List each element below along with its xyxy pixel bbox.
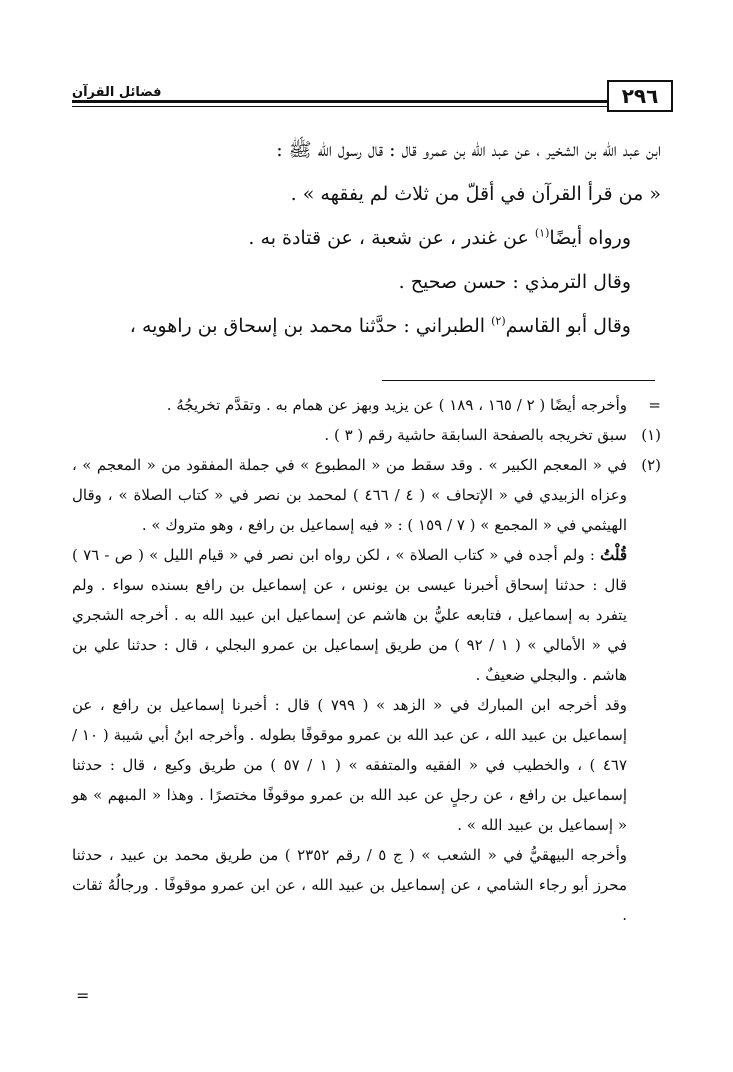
para2-rest: عن غندر ، عن شعبة ، عن قتادة به . bbox=[248, 227, 535, 249]
footnote-1-text: سبق تخريجه بالصفحة السابقة حاشية رقم ( ٣ ) . bbox=[324, 426, 627, 444]
footnote-1-marker: (١) bbox=[641, 426, 661, 444]
main-line-2: « من قرأ القرآن في أقلّ من ثلاث لم يفقهه » . bbox=[290, 183, 661, 205]
continuation-marker: = bbox=[648, 396, 661, 414]
footnote-2-marker: (٢) bbox=[641, 456, 661, 474]
footnote-ref-2[interactable]: (٢) bbox=[491, 314, 506, 328]
main-line-1: ابن عبد الله بن الشخير ، عن عبد الله بن عمرو قال : قال رسول الله ﷺ : bbox=[276, 139, 661, 161]
footnotes bbox=[72, 390, 661, 930]
main-paragraph-4 bbox=[72, 304, 661, 348]
footnote-continuation bbox=[72, 390, 661, 420]
header-rule-thin bbox=[72, 106, 608, 107]
continuation-marker-bottom: = bbox=[76, 986, 90, 1005]
continuation-text: وأخرجه أيضًا ( ٢ / ١٦٥ ، ١٨٩ ) عن يزيد وبهز عن همام به . وتقدَّم تخريجُهُ . bbox=[166, 396, 627, 414]
running-title: فضائل القرآن bbox=[72, 85, 162, 100]
para4-text: وقال أبو القاسم bbox=[505, 315, 631, 337]
page-number: ٢٩٦ bbox=[607, 80, 673, 112]
main-paragraph-2 bbox=[72, 216, 661, 260]
footnote-2-qult bbox=[72, 540, 627, 690]
footnote-2-text: في « المعجم الكبير » . وقد سقط من « المطبوع » في جملة المفقود من « المعجم » ، وعزاه الزبيدي في « الإتحاف » ( ٤ / ٤٦٦ ) لمحمد بن نصر في « كتاب الصلاة » ، وقال الهيثمي في « المجمع » ( ٧ / ١٥٩ ) : « فيه إسماعيل بن رافع ، وهو متروك » . bbox=[72, 456, 627, 534]
main-paragraph-3: وقال الترمذي : حسن صحيح . bbox=[398, 271, 631, 293]
footnote-separator bbox=[382, 380, 655, 381]
footnote-1 bbox=[72, 420, 661, 450]
footnote-2-bayhaqi: وأخرجه البيهقيُّ في « الشعب » ( ج ٥ / رقم ٢٣٥٢ ) من طريق محمد بن عبيد ، حدثنا محرز أبو رجاء الشامي ، عن إسماعيل بن عبيد الله ، عن ابن عمرو موقوفًا . ورجالُهُ ثقات . bbox=[72, 846, 627, 924]
qult-label: قُلْتُ bbox=[600, 546, 627, 564]
qult-text: : ولم أجده في « كتاب الصلاة » ، لكن رواه ابن نصر في « قيام الليل » ( ص - ٧٦ ) قال : حدثنا إسحاق أخبرنا عيسى بن يونس ، عن إسماعيل بن رافع بسنده سواء . ولم يتفرد به إسماعيل ، فتابعه عليُّ بن هاشم عن إسماعيل ابن عبيد الله به . أخرجه الشجري في « الأمالي » ( ١ / ٩٢ ) من طريق إسماعيل بن عمرو البجلي ، قال : حدثنا علي بن هاشم . والبجلي ضعيفٌ . bbox=[72, 546, 628, 684]
para4-rest: الطبراني : حدَّثنا محمد بن إسحاق بن راهويه ، bbox=[129, 315, 492, 337]
para2-text: ورواه أيضًا bbox=[549, 227, 631, 249]
footnote-2-mubarak: وقد أخرجه ابن المبارك في « الزهد » ( ٧٩٩ ) قال : أخبرنا إسماعيل بن رافع ، عن إسماعيل بن عبيد الله ، عن عبد الله بن عمرو موقوفًا بطوله . وأخرجه ابنُ أبي شيبة ( ١٠ / ٤٦٧ ) ، والخطيب في « الفقيه والمتفقه » ( ١ / ٥٧ ) من طريق وكيع ، قال : حدثنا إسماعيل بن رافع ، عن رجلٍ عن عبد الله بن عمرو موقوفًا مختصرًا . وهذا « المبهم » هو « إسماعيل بن عبيد الله » . bbox=[72, 696, 628, 834]
footnote-2 bbox=[72, 450, 661, 930]
footnote-ref-1[interactable]: (١) bbox=[534, 226, 550, 240]
header-rule-thick bbox=[72, 100, 608, 103]
main-text bbox=[72, 128, 661, 348]
